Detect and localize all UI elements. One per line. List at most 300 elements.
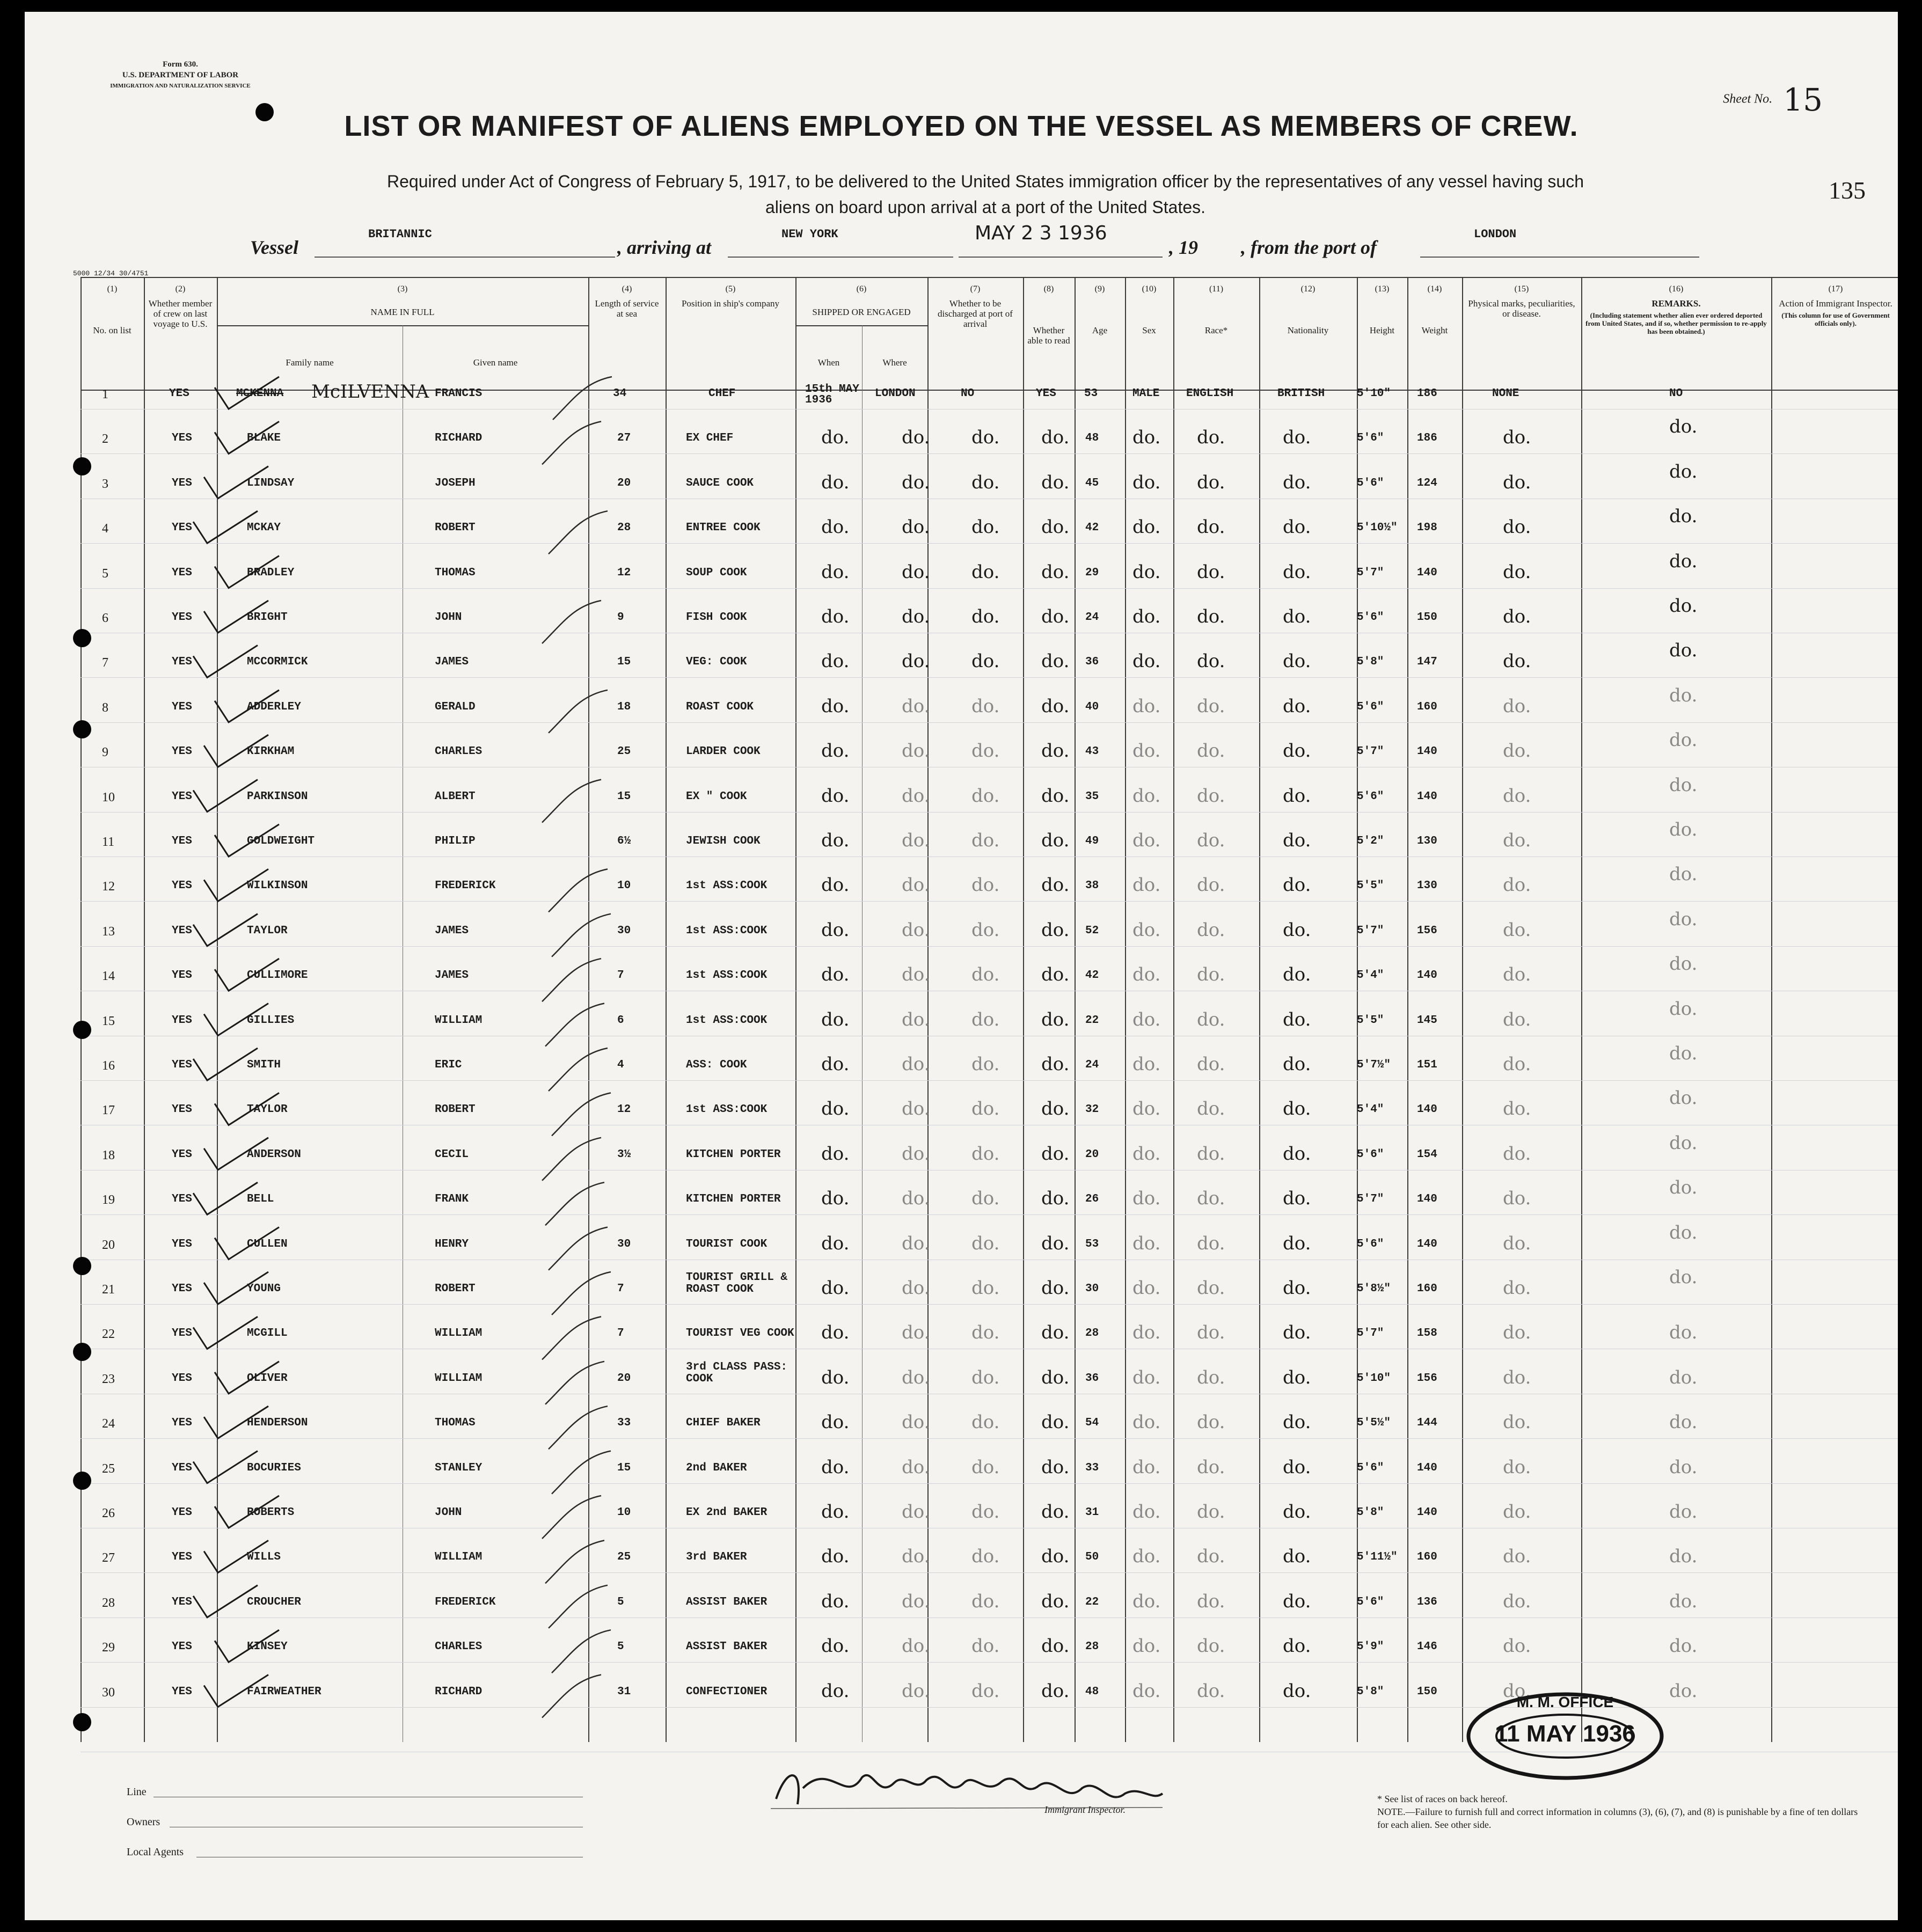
- ditto-shipped-where: do.: [902, 919, 930, 941]
- ditto-remarks: do.: [1669, 1043, 1698, 1064]
- column-number: (11): [1209, 284, 1224, 294]
- year-label: , 19: [1169, 237, 1198, 258]
- weight: 144: [1417, 1417, 1437, 1430]
- ditto-physical-marks: do.: [1503, 1322, 1531, 1344]
- row-number: 16: [102, 1059, 115, 1073]
- ditto-discharged: do.: [971, 1098, 1000, 1120]
- column-header: Height: [1369, 325, 1395, 335]
- position: EX CHEF: [686, 432, 734, 445]
- ditto-sex: do.: [1132, 1546, 1161, 1568]
- ditto-physical-marks: do.: [1503, 1546, 1531, 1568]
- ditto-able-to-read: do.: [1041, 919, 1070, 941]
- weight: 140: [1417, 969, 1437, 982]
- column-header: No. on list: [93, 325, 131, 335]
- ditto-remarks: do.: [1669, 863, 1698, 885]
- ditto-nationality: do.: [1283, 1635, 1311, 1657]
- ditto-able-to-read: do.: [1041, 1501, 1070, 1523]
- service-check-mark: [549, 511, 608, 554]
- line-label: Line: [127, 1786, 147, 1798]
- ditto-shipped-when: do.: [821, 1366, 850, 1388]
- ditto-shipped-where: do.: [902, 1098, 930, 1120]
- ditto-remarks: do.: [1669, 1546, 1698, 1568]
- age: 32: [1085, 1103, 1099, 1116]
- form-number: Form 630.: [163, 60, 198, 69]
- penalty-note: NOTE.—Failure to furnish full and correct information in columns (3), (6), (7), and (8) is punishable by a fine of ten dollars for each alien. See other side.: [1377, 1806, 1858, 1830]
- age: 36: [1085, 656, 1099, 669]
- age: 22: [1085, 1596, 1099, 1608]
- footer-notes: [1377, 1792, 1860, 1831]
- seal-date: 11 MAY 1936: [1495, 1721, 1635, 1747]
- height: 5'6": [1357, 700, 1384, 713]
- family-name: TAYLOR: [247, 924, 288, 937]
- service-length: 15: [617, 790, 631, 803]
- ditto-sex: do.: [1132, 561, 1161, 583]
- race: ENGLISH: [1186, 387, 1234, 400]
- age: 29: [1085, 566, 1099, 579]
- ditto-sex: do.: [1132, 695, 1161, 717]
- family-name: TAYLOR: [247, 1103, 288, 1116]
- position: SOUP COOK: [686, 566, 747, 579]
- ditto-remarks: do.: [1669, 1221, 1698, 1243]
- position: 2nd BAKER: [686, 1461, 747, 1474]
- row-number: 28: [102, 1596, 115, 1610]
- ditto-sex: do.: [1132, 785, 1161, 807]
- given-name: JOSEPH: [435, 477, 476, 489]
- ditto-physical-marks: do.: [1503, 1232, 1531, 1254]
- family-name: CROUCHER: [247, 1596, 301, 1608]
- service-check-mark: [553, 377, 612, 420]
- ditto-shipped-where: do.: [902, 1501, 930, 1523]
- ditto-shipped-when: do.: [821, 964, 850, 986]
- height: 5'7": [1357, 924, 1384, 937]
- ditto-race: do.: [1197, 1053, 1225, 1075]
- service-length: 12: [617, 566, 631, 579]
- service-name: IMMIGRATION AND NATURALIZATION SERVICE: [110, 83, 251, 89]
- height: 5'6": [1357, 477, 1384, 489]
- position: TOURIST GRILL & ROAST COOK: [686, 1271, 788, 1296]
- ditto-physical-marks: do.: [1503, 1590, 1531, 1612]
- last-voyage-value: YES: [172, 880, 192, 892]
- ditto-shipped-where: do.: [902, 516, 930, 538]
- ditto-physical-marks: do.: [1503, 1053, 1531, 1075]
- given-name: FRANK: [435, 1193, 469, 1206]
- ditto-discharged: do.: [971, 1232, 1000, 1254]
- height: 5'8": [1357, 1685, 1384, 1698]
- height: 5'4": [1357, 1103, 1384, 1116]
- service-length: 10: [617, 1506, 631, 1519]
- ditto-nationality: do.: [1283, 1456, 1311, 1478]
- ditto-shipped-when: do.: [821, 1546, 850, 1568]
- sheet-number-label: Sheet No.: [1723, 92, 1773, 106]
- column-number: (17): [1828, 284, 1843, 294]
- ditto-remarks: do.: [1669, 1087, 1698, 1109]
- column-header: Action of Immigrant Inspector.: [1779, 298, 1892, 309]
- column-header: NAME IN FULL: [370, 307, 435, 317]
- ditto-shipped-when: do.: [821, 606, 850, 627]
- row-number: 26: [102, 1506, 115, 1520]
- height: 5'7": [1357, 566, 1384, 579]
- ditto-remarks: do.: [1669, 640, 1698, 662]
- position: JEWISH COOK: [686, 835, 761, 847]
- given-name: JAMES: [435, 656, 469, 669]
- row-number: 4: [102, 522, 108, 536]
- from-port: LONDON: [1474, 228, 1517, 241]
- ditto-sex: do.: [1132, 830, 1161, 851]
- ditto-sex: do.: [1132, 606, 1161, 627]
- row-number: 12: [102, 880, 115, 894]
- age: 53: [1085, 1238, 1099, 1250]
- service-check-mark: [542, 958, 601, 1001]
- column-header: Weight: [1421, 325, 1448, 335]
- weight: 140: [1417, 1461, 1437, 1474]
- ditto-able-to-read: do.: [1041, 740, 1070, 762]
- service-check-mark: [549, 869, 608, 912]
- position: FISH COOK: [686, 611, 747, 624]
- row-number: 24: [102, 1417, 115, 1431]
- height: 5'7": [1357, 745, 1384, 758]
- service-length: 7: [617, 1327, 624, 1340]
- age: 28: [1085, 1641, 1099, 1653]
- weight: 158: [1417, 1327, 1437, 1340]
- ditto-nationality: do.: [1283, 740, 1311, 762]
- ditto-sex: do.: [1132, 740, 1161, 762]
- ditto-able-to-read: do.: [1041, 561, 1070, 583]
- service-length: 20: [617, 1372, 631, 1385]
- ditto-discharged: do.: [971, 1680, 1000, 1702]
- age: 20: [1085, 1148, 1099, 1161]
- service-check-mark: [545, 1182, 604, 1225]
- service-check-mark: [545, 1362, 604, 1404]
- weight: 140: [1417, 1238, 1437, 1250]
- ditto-discharged: do.: [971, 1008, 1000, 1030]
- age: 35: [1085, 790, 1099, 803]
- service-length: 4: [617, 1059, 624, 1071]
- punch-hole: [73, 629, 91, 647]
- ditto-able-to-read: do.: [1041, 1277, 1070, 1299]
- height: 5'7½": [1357, 1059, 1391, 1071]
- column-header: Whether able to read: [1027, 325, 1070, 346]
- ditto-nationality: do.: [1283, 1411, 1311, 1433]
- ditto-nationality: do.: [1283, 606, 1311, 627]
- ditto-physical-marks: do.: [1503, 964, 1531, 986]
- column-header: Whether to be discharged at port of arrival: [938, 298, 1013, 329]
- ditto-shipped-when: do.: [821, 785, 850, 807]
- service-check-mark: [545, 1004, 604, 1046]
- ditto-able-to-read: do.: [1041, 1456, 1070, 1478]
- ditto-shipped-when: do.: [821, 1590, 850, 1612]
- ditto-nationality: do.: [1283, 1232, 1311, 1254]
- ditto-nationality: do.: [1283, 830, 1311, 851]
- ditto-able-to-read: do.: [1041, 1143, 1070, 1165]
- position: ASS: COOK: [686, 1059, 747, 1071]
- weight: 140: [1417, 566, 1437, 579]
- ditto-shipped-where: do.: [902, 1053, 930, 1075]
- ditto-race: do.: [1197, 964, 1225, 986]
- age: 45: [1085, 477, 1099, 489]
- family-name: GILLIES: [247, 1014, 295, 1027]
- ditto-shipped-where: do.: [902, 561, 930, 583]
- ditto-nationality: do.: [1283, 1143, 1311, 1165]
- position: 3rd CLASS PASS: COOK: [686, 1360, 788, 1385]
- weight: 198: [1417, 522, 1437, 535]
- ditto-discharged: do.: [971, 1143, 1000, 1165]
- ditto-physical-marks: do.: [1503, 1411, 1531, 1433]
- ditto-sex: do.: [1132, 874, 1161, 896]
- ditto-physical-marks: do.: [1503, 874, 1531, 896]
- column-number: (1): [107, 284, 118, 294]
- ditto-race: do.: [1197, 695, 1225, 717]
- ditto-remarks: do.: [1669, 460, 1698, 482]
- row-number: 5: [102, 566, 108, 581]
- punch-hole: [73, 457, 91, 475]
- service-length: 30: [617, 1238, 631, 1250]
- given-name: ERIC: [435, 1059, 462, 1071]
- ditto-shipped-when: do.: [821, 1188, 850, 1210]
- ditto-discharged: do.: [971, 1322, 1000, 1344]
- ditto-discharged: do.: [971, 1053, 1000, 1075]
- given-name: ALBERT: [435, 790, 476, 803]
- physical-marks: NONE: [1492, 387, 1519, 400]
- ditto-physical-marks: do.: [1503, 1098, 1531, 1120]
- column-number: (2): [175, 284, 186, 294]
- ditto-physical-marks: do.: [1503, 1635, 1531, 1657]
- service-check-mark: [549, 1227, 608, 1270]
- ditto-remarks: do.: [1669, 1366, 1698, 1388]
- ditto-race: do.: [1197, 1277, 1225, 1299]
- ditto-race: do.: [1197, 1411, 1225, 1433]
- age: 36: [1085, 1372, 1099, 1385]
- subcolumn-header: Family name: [286, 357, 334, 368]
- ditto-shipped-when: do.: [821, 1098, 850, 1120]
- row-number: 29: [102, 1641, 115, 1655]
- given-name: FRANCIS: [435, 387, 483, 400]
- family-name: BRADLEY: [247, 566, 295, 579]
- given-name: JAMES: [435, 924, 469, 937]
- given-name: GERALD: [435, 700, 476, 713]
- height: 5'10": [1357, 387, 1391, 400]
- given-name: RICHARD: [435, 1685, 483, 1698]
- height: 5'6": [1357, 1238, 1384, 1250]
- office-date-seal: [1463, 1690, 1667, 1782]
- height: 5'8": [1357, 656, 1384, 669]
- column-header: Nationality: [1287, 325, 1329, 335]
- ditto-nationality: do.: [1283, 1098, 1311, 1120]
- height: 5'6": [1357, 1596, 1384, 1608]
- family-name: SMITH: [247, 1059, 281, 1071]
- ditto-discharged: do.: [971, 1635, 1000, 1657]
- ditto-discharged: do.: [971, 516, 1000, 538]
- ditto-shipped-when: do.: [821, 427, 850, 449]
- family-name: BOCURIES: [247, 1461, 301, 1474]
- weight: 140: [1417, 1506, 1437, 1519]
- weight: 140: [1417, 790, 1437, 803]
- ditto-able-to-read: do.: [1041, 1188, 1070, 1210]
- height: 5'6": [1357, 790, 1384, 803]
- position: 3rd BAKER: [686, 1551, 747, 1564]
- service-length: 5: [617, 1641, 624, 1653]
- given-name: WILLIAM: [435, 1551, 483, 1564]
- ditto-discharged: do.: [971, 1277, 1000, 1299]
- ditto-shipped-where: do.: [902, 471, 930, 493]
- family-name: BLAKE: [247, 432, 281, 445]
- from-port-label: , from the port of: [1241, 237, 1377, 258]
- ditto-able-to-read: do.: [1041, 1635, 1070, 1657]
- service-length: 6: [617, 1014, 624, 1027]
- service-length: 15: [617, 1461, 631, 1474]
- age: 52: [1085, 924, 1099, 937]
- ditto-physical-marks: do.: [1503, 606, 1531, 627]
- family-name: PARKINSON: [247, 790, 308, 803]
- weight: 156: [1417, 924, 1437, 937]
- position: CHIEF BAKER: [686, 1417, 761, 1430]
- service-check-mark: [549, 1048, 608, 1091]
- ditto-remarks: do.: [1669, 1411, 1698, 1433]
- height: 5'7": [1357, 1327, 1384, 1340]
- row-number: 17: [102, 1103, 115, 1118]
- weight: 151: [1417, 1059, 1437, 1071]
- row-number: 14: [102, 969, 115, 984]
- column-number: (8): [1043, 284, 1054, 294]
- ditto-remarks: do.: [1669, 684, 1698, 706]
- service-check-mark: [552, 1272, 611, 1315]
- ditto-discharged: do.: [971, 1456, 1000, 1478]
- service-check-mark: [542, 1496, 601, 1539]
- age: 40: [1085, 700, 1099, 713]
- ditto-discharged: do.: [971, 740, 1000, 762]
- row-number: 27: [102, 1551, 115, 1565]
- last-voyage-value: YES: [172, 1193, 192, 1206]
- shipped-where: LONDON: [875, 387, 916, 400]
- ditto-able-to-read: do.: [1041, 1411, 1070, 1433]
- ditto-remarks: do.: [1669, 729, 1698, 751]
- ditto-shipped-when: do.: [821, 1277, 850, 1299]
- ditto-shipped-when: do.: [821, 1053, 850, 1075]
- service-length: 18: [617, 700, 631, 713]
- ditto-nationality: do.: [1283, 1053, 1311, 1075]
- height: 5'10": [1357, 1372, 1391, 1385]
- ditto-physical-marks: do.: [1503, 1366, 1531, 1388]
- ditto-remarks: do.: [1669, 774, 1698, 796]
- age: 24: [1085, 611, 1099, 624]
- row-number: 21: [102, 1283, 115, 1297]
- service-check-mark: [552, 1630, 611, 1673]
- ditto-race: do.: [1197, 1501, 1225, 1523]
- last-voyage-value: YES: [172, 1685, 192, 1698]
- family-name: FAIRWEATHER: [247, 1685, 321, 1698]
- able-to-read: YES: [1036, 387, 1056, 400]
- subcolumn-header: When: [817, 357, 840, 368]
- row-number: 13: [102, 924, 115, 939]
- last-voyage-value: YES: [172, 1372, 192, 1385]
- position: ASSIST BAKER: [686, 1596, 768, 1608]
- last-voyage-value: YES: [172, 656, 192, 669]
- height: 5'8": [1357, 1506, 1384, 1519]
- column-subnote: (This column for use of Government officials only).: [1781, 311, 1890, 327]
- sex: MALE: [1132, 387, 1160, 400]
- service-check-mark: [542, 1138, 601, 1181]
- row-number: 20: [102, 1238, 115, 1252]
- position: EX 2nd BAKER: [686, 1506, 768, 1519]
- ditto-remarks: do.: [1669, 908, 1698, 930]
- position: TOURIST VEG COOK: [686, 1327, 794, 1340]
- ditto-sex: do.: [1132, 1411, 1161, 1433]
- ditto-able-to-read: do.: [1041, 650, 1070, 672]
- last-voyage-value: YES: [172, 1596, 192, 1608]
- service-check-mark: [552, 1093, 611, 1136]
- ditto-race: do.: [1197, 1322, 1225, 1344]
- ditto-discharged: do.: [971, 650, 1000, 672]
- last-voyage-value: YES: [172, 611, 192, 624]
- height: 5'6": [1357, 611, 1384, 624]
- position: 1st ASS:COOK: [686, 1014, 768, 1027]
- ditto-race: do.: [1197, 1680, 1225, 1702]
- weight: 124: [1417, 477, 1437, 489]
- ditto-shipped-where: do.: [902, 785, 930, 807]
- print-code: 5000 12/34 30/4751: [73, 269, 149, 277]
- age: 50: [1085, 1551, 1099, 1564]
- ditto-able-to-read: do.: [1041, 1590, 1070, 1612]
- ditto-shipped-when: do.: [821, 1008, 850, 1030]
- subcolumn-header: Given name: [473, 357, 518, 368]
- ditto-remarks: do.: [1669, 1635, 1698, 1657]
- form-identifier-block: [100, 59, 261, 91]
- service-length: 6½: [617, 835, 631, 847]
- weight: 140: [1417, 1103, 1437, 1116]
- ditto-shipped-when: do.: [821, 1232, 850, 1254]
- service-length: 28: [617, 522, 631, 535]
- position: 1st ASS:COOK: [686, 924, 768, 937]
- ditto-race: do.: [1197, 1456, 1225, 1478]
- height: 5'2": [1357, 835, 1384, 847]
- given-name: RICHARD: [435, 432, 483, 445]
- ditto-remarks: do.: [1669, 1680, 1698, 1702]
- ditto-physical-marks: do.: [1503, 1143, 1531, 1165]
- family-name: GOLDWEIGHT: [247, 835, 315, 847]
- seal-office-text: M. M. OFFICE: [1516, 1694, 1614, 1710]
- subtitle-line-1: Required under Act of Congress of February 5, 1917, to be delivered to the United States immigration officer by the representatives of any vessel having such: [387, 172, 1584, 191]
- ditto-shipped-when: do.: [821, 471, 850, 493]
- ditto-able-to-read: do.: [1041, 1053, 1070, 1075]
- ditto-nationality: do.: [1283, 919, 1311, 941]
- ditto-race: do.: [1197, 606, 1225, 627]
- ditto-discharged: do.: [971, 561, 1000, 583]
- column-number: (4): [622, 284, 632, 294]
- family-name: YOUNG: [247, 1283, 281, 1295]
- ditto-shipped-where: do.: [902, 1277, 930, 1299]
- ditto-nationality: do.: [1283, 561, 1311, 583]
- row-number: 23: [102, 1372, 115, 1386]
- last-voyage-value: YES: [172, 1327, 192, 1340]
- ditto-nationality: do.: [1283, 1008, 1311, 1030]
- height: 5'5": [1357, 880, 1384, 892]
- age: 24: [1085, 1059, 1099, 1071]
- position: KITCHEN PORTER: [686, 1193, 781, 1206]
- ditto-shipped-when: do.: [821, 695, 850, 717]
- last-voyage-value: YES: [172, 1641, 192, 1653]
- family-name: HENDERSON: [247, 1417, 308, 1430]
- position: KITCHEN PORTER: [686, 1148, 781, 1161]
- row-number: 2: [102, 432, 108, 447]
- ditto-shipped-where: do.: [902, 1456, 930, 1478]
- weight: 160: [1417, 1551, 1437, 1564]
- height: 5'5": [1357, 1014, 1384, 1027]
- ditto-discharged: do.: [971, 1188, 1000, 1210]
- local-agents-label: Local Agents: [127, 1846, 184, 1858]
- ditto-shipped-where: do.: [902, 1546, 930, 1568]
- position: EX " COOK: [686, 790, 747, 803]
- ditto-physical-marks: do.: [1503, 740, 1531, 762]
- nationality: BRITISH: [1277, 387, 1325, 400]
